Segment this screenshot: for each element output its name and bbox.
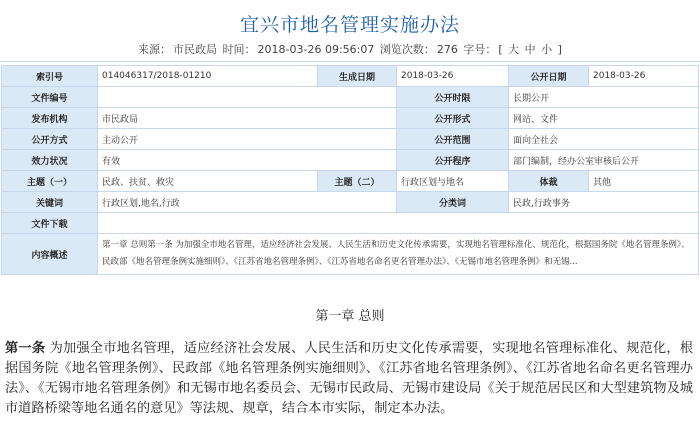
info-label: 文件下载	[2, 213, 98, 234]
font-size-large-link[interactable]: 大	[508, 43, 520, 56]
article-number: 第一条	[5, 341, 46, 356]
info-label: 公开时限	[397, 87, 509, 108]
info-label: 文件编号	[2, 87, 98, 108]
info-label: 主题（一）	[2, 171, 98, 192]
topic-two-value: 行政区划与地名	[397, 171, 509, 192]
table-row	[2, 66, 699, 87]
table-row	[2, 150, 699, 171]
genre-value: 其他	[589, 171, 699, 192]
info-label: 公开形式	[397, 108, 509, 129]
time-value: 2018-03-26 09:56:07	[257, 43, 375, 56]
publish-period-value: 长期公开	[509, 87, 699, 108]
article-paragraph	[5, 339, 693, 419]
info-label: 公开方式	[2, 129, 98, 150]
font-size-small-link[interactable]: 小	[541, 43, 553, 56]
info-label: 主题（二）	[318, 171, 397, 192]
source-value: 市民政局	[173, 43, 218, 56]
table-row	[2, 234, 699, 275]
info-label: 效力状况	[2, 150, 98, 171]
publish-form-value: 网站、文件	[509, 108, 699, 129]
fontsize-close: ]	[557, 43, 562, 56]
publish-mode-value: 主动公开	[98, 129, 397, 150]
fontsize-open: [	[498, 43, 503, 56]
table-row	[2, 171, 699, 192]
table-row	[2, 192, 699, 213]
issuer-value: 市民政局	[98, 108, 397, 129]
views-label: 浏览次数：	[379, 43, 435, 56]
index-number-value: 014046317/2018-01210	[98, 66, 318, 87]
published-date-value: 2018-03-26	[589, 66, 699, 87]
document-number-value	[98, 87, 397, 108]
info-label: 体裁	[509, 171, 589, 192]
info-label: 发布机构	[2, 108, 98, 129]
table-row	[2, 213, 699, 234]
info-label: 公开程序	[397, 150, 509, 171]
views-value: 276	[436, 43, 458, 56]
info-label: 分类词	[397, 192, 509, 213]
page-title: 宜兴市地名管理实施办法	[239, 14, 460, 36]
generated-date-value: 2018-03-26	[397, 66, 509, 87]
info-label: 内容概述	[2, 234, 98, 275]
publish-procedure-value: 部门编制，经办公室审核后公开	[509, 150, 699, 171]
fontsize-label: 字号：	[463, 43, 497, 56]
topic-one-value: 民政、扶贫、救灾	[98, 171, 318, 192]
font-size-medium-link[interactable]: 中	[524, 43, 536, 56]
category-value: 民政,行政事务	[509, 192, 699, 213]
article-text: 为加强全市地名管理，适应经济社会发展、人民生活和历史文化传承需要，实现地名管理标准化、规范化，根据国务院《地名管理条例》、民政部《地名管理条例实施细则》、《江苏省地名管理条例》、《江苏省地名命名更名管理办法》、《无锡市地名管理条例》和无锡市地名委员会、无锡市民政局、无锡市建设局《关于规范居民区和大型建筑物及城市道路桥梁等地名通名的意见》等法规、规章，结合本市实际，制定本办法。	[5, 341, 694, 416]
info-label: 索引号	[2, 66, 98, 87]
chapter-heading: 第一章 总则	[315, 309, 385, 324]
keywords-value: 行政区划,地名,行政	[98, 192, 397, 213]
publish-scope-value: 面向全社会	[509, 129, 699, 150]
info-label: 公开范围	[397, 129, 509, 150]
table-row	[2, 108, 699, 129]
content-summary-value: 第一章 总则第一条 为加强全市地名管理，适应经济社会发展、人民生活和历史文化传承需要，实现地名管理标准化、规范化，根据国务院《地名管理条例》、民政部《地名管理条例实施细则》、《江苏省地名管理条例》、《江苏省地名命名更名管理办法》、《无锡市地名管理条例》和无锡...	[98, 234, 699, 275]
source-label: 来源：	[138, 43, 172, 56]
validity-status-value: 有效	[98, 150, 397, 171]
time-label: 时间：	[222, 43, 256, 56]
document-info-table	[1, 65, 699, 275]
table-row	[2, 129, 699, 150]
article-meta	[0, 41, 700, 57]
info-label: 公开日期	[509, 66, 589, 87]
info-label: 关键词	[2, 192, 98, 213]
file-download-value[interactable]	[98, 213, 699, 234]
table-row	[2, 87, 699, 108]
info-label: 生成日期	[318, 66, 397, 87]
title-divider	[0, 61, 700, 62]
